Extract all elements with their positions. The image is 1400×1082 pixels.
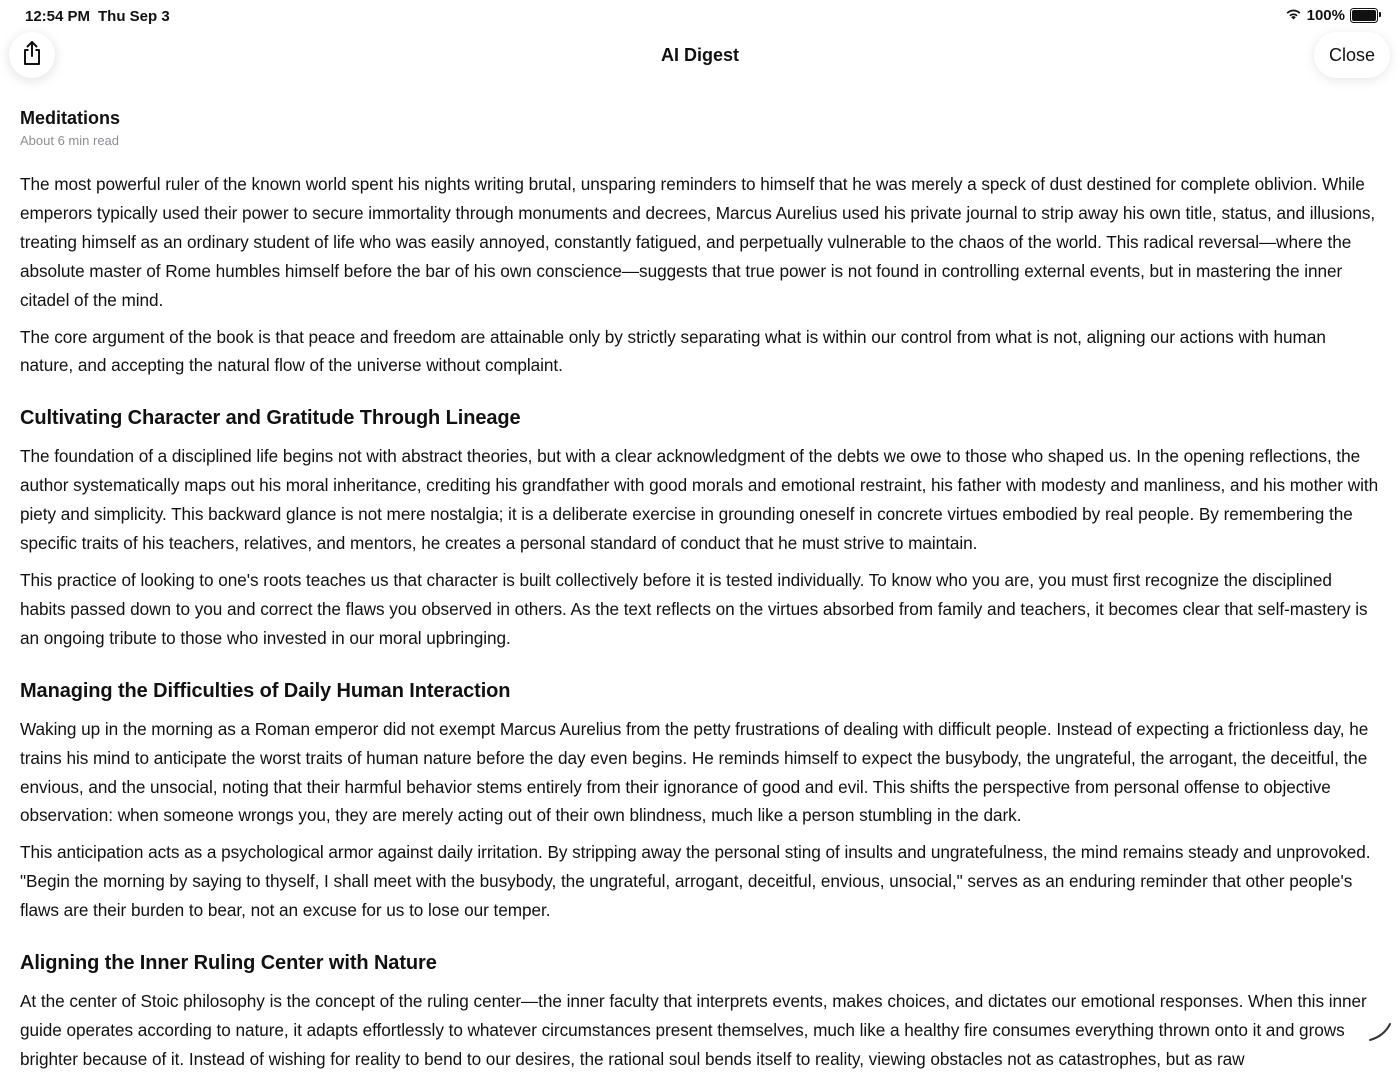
section-paragraph: This practice of looking to one's roots teaches us that character is built collectively before it is tested individually. To know who you are, you must first recognize the disciplined habits passed down to you and correct the flaws you observed in others. As the text reflects on the virtues absorbed from family and teachers, it becomes clear that self-mastery is an ongoing tribute to those who invested in our moral upbringing. — [20, 566, 1382, 653]
section-heading: Aligning the Inner Ruling Center with Nature — [20, 949, 1382, 977]
loading-spinner-icon — [1366, 1016, 1394, 1044]
read-time: About 6 min read — [20, 132, 1382, 150]
section-paragraph: This anticipation acts as a psychological armor against daily irritation. By stripping away the personal sting of insults and ungratefulness, the mind remains steady and unprovoked. "Begin the morning by saying to thyself, I shall meet with the busybody, the ungrateful, arrogant, deceitful, envious, unsocial," serves as an enduring reminder that other people's flaws are their burden to bear, not an excuse for us to lose our temper. — [20, 838, 1382, 925]
status-date: Thu Sep 3 — [98, 8, 170, 25]
section-paragraph: The foundation of a disciplined life begins not with abstract theories, but with a clear acknowledgment of the debts we owe to those who shaped us. In the opening reflections, the author systematically maps out his moral inheritance, crediting his grandfather with good morals and emotional restraint, his father with modesty and manliness, and his mother with piety and simplicity. This backward glance is not mere nostalgia; it is a deliberate exercise in grounding oneself in concrete virtues embodied by real people. By remembering the specific traits of his teachers, relatives, and mentors, he creates a personal standard of conduct that he must strive to maintain. — [20, 442, 1382, 558]
section-paragraph: At the center of Stoic philosophy is the concept of the ruling center—the inner faculty that interprets events, makes choices, and dictates our emotional responses. When this inner guide operates according to nature, it adapts effortlessly to whatever circumstances present themselves, much like a healthy fire consumes everything thrown onto it and grows brighter because of it. Instead of wishing for reality to bend to our desires, the rational soul bends itself to reality, viewing obstacles not as catastrophes, but as raw — [20, 987, 1382, 1074]
article-title: Meditations — [20, 106, 1382, 130]
section-heading: Cultivating Character and Gratitude Through Lineage — [20, 404, 1382, 432]
page-title: AI Digest — [0, 45, 1400, 66]
section-paragraph: Waking up in the morning as a Roman emperor did not exempt Marcus Aurelius from the petty frustrations of dealing with difficult people. Instead of expecting a frictionless day, he trains his mind to anticipate the worst traits of human nature before the day even begins. He reminds himself to expect the busybody, the ungrateful, the arrogant, the deceitful, the envious, and the unsocial, noting that their harmful behavior stems entirely from their ignorance of good and evil. This shifts the perspective from personal offense to objective observation: when someone wrongs you, they are merely acting out of their own blindness, much like a person stumbling in the dark. — [20, 715, 1382, 831]
close-button[interactable]: Close — [1314, 32, 1390, 78]
article-content — [20, 106, 1382, 1082]
intro-paragraph: The core argument of the book is that peace and freedom are attainable only by strictly separating what is within our control from what is not, aligning our actions with human nature, and accepting the natural flow of the universe without complaint. — [20, 323, 1382, 381]
section-heading: Managing the Difficulties of Daily Human Interaction — [20, 677, 1382, 705]
wifi-icon — [1285, 7, 1302, 24]
intro-paragraph: The most powerful ruler of the known world spent his nights writing brutal, unsparing reminders to himself that he was merely a speck of dust destined for complete oblivion. While emperors typically used their power to secure immortality through monuments and decrees, Marcus Aurelius used his private journal to strip away his own title, status, and illusions, treating himself as an ordinary student of life who was easily annoyed, constantly fatigued, and perpetually vulnerable to the chaos of the world. This radical reversal—where the absolute master of Rome humbles himself before the bar of his own conscience—suggests that true power is not found in controlling external events, but in mastering the inner citadel of the mind. — [20, 170, 1382, 315]
status-indicators — [1285, 7, 1378, 24]
battery-percent: 100% — [1307, 7, 1345, 24]
nav-bar — [0, 32, 1400, 92]
status-time: 12:54 PM — [25, 8, 90, 25]
status-bar — [0, 0, 1400, 32]
battery-icon — [1350, 8, 1378, 23]
